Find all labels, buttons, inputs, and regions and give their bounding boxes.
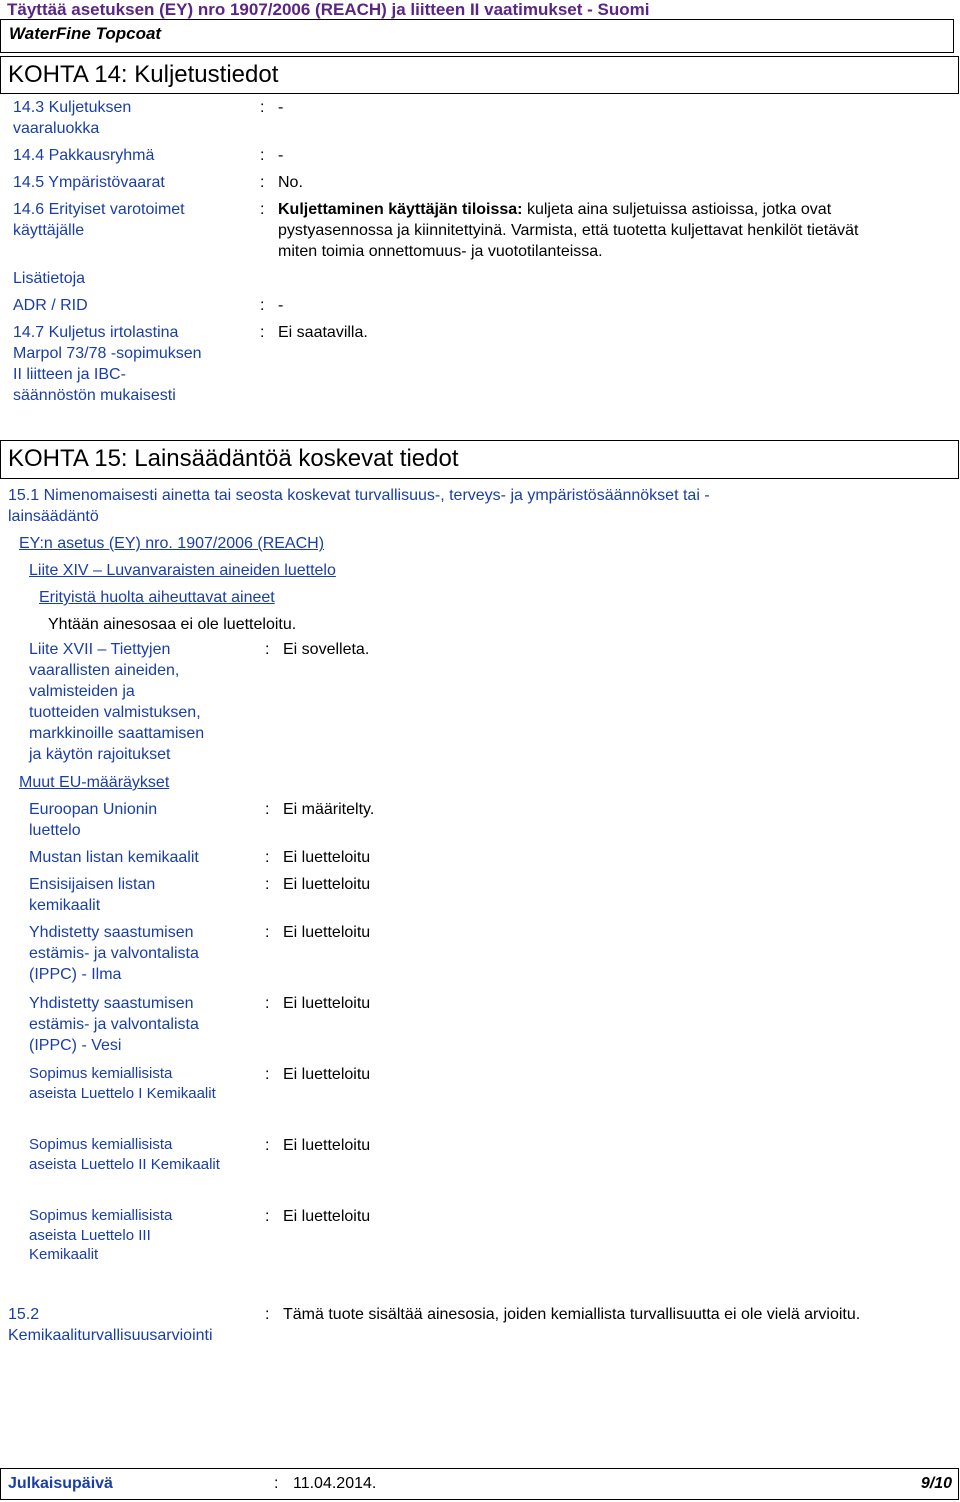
adr-rid-colon: : <box>260 297 265 314</box>
row-14-7-colon: : <box>260 324 265 341</box>
ippc-water-label: Yhdistetty saastumisen estämis- ja valvontalista (IPPC) - Vesi <box>29 995 199 1054</box>
row-14-5-colon: : <box>260 174 265 191</box>
footer-date-label: Julkaisupäivä <box>8 1475 113 1492</box>
priority-list-label: Ensisijaisen listan kemikaalit <box>29 876 156 914</box>
annex-xiv-link[interactable]: Liite XIV – Luvanvaraisten aineiden luettelo <box>29 562 336 579</box>
section-15-1-heading: 15.1 Nimenomaisesti ainetta tai seosta koskevat turvallisuus-, terveys- ja ympäristösäännökset tai - lainsäädäntö <box>8 487 710 525</box>
eu-inventory-value: Ei määritelty. <box>283 801 375 818</box>
cwc-1-label: Sopimus kemiallisista aseista Luettelo I Kemikaalit <box>29 1065 216 1102</box>
row-14-5-value: No. <box>278 174 303 191</box>
row-14-7-label: 14.7 Kuljetus irtolastina Marpol 73/78 -sopimuksen II liitteen ja IBC- säännöstön mukaisesti <box>13 324 202 404</box>
cwc-1-colon: : <box>265 1066 270 1083</box>
footer-date-colon: : <box>274 1475 279 1492</box>
adr-rid-value: - <box>278 297 284 314</box>
ippc-water-value: Ei luetteloitu <box>283 995 371 1012</box>
row-14-6-colon: : <box>260 201 265 218</box>
priority-list-value: Ei luetteloitu <box>283 876 371 893</box>
row-14-3-value: - <box>278 99 284 116</box>
cwc-3-label: Sopimus kemiallisista aseista Luettelo III Kemikaalit <box>29 1207 173 1263</box>
document-header-title: Täyttää asetuksen (EY) nro 1907/2006 (REACH) ja liitteen II vaatimukset - Suomi <box>7 0 650 19</box>
section-15-2-colon: : <box>265 1306 270 1323</box>
ippc-air-value: Ei luetteloitu <box>283 924 371 941</box>
footer-page-number: 9/10 <box>920 1475 952 1492</box>
row-14-3-colon: : <box>260 99 265 116</box>
cwc-3-value: Ei luetteloitu <box>283 1208 371 1225</box>
cwc-1-value: Ei luetteloitu <box>283 1066 371 1083</box>
annex-xvii-value: Ei sovelleta. <box>283 641 370 658</box>
cwc-2-colon: : <box>265 1137 270 1154</box>
section-15-2-label: 15.2 Kemikaaliturvallisuusarviointi <box>8 1306 213 1344</box>
row-14-5-label: 14.5 Ympäristövaarat <box>13 174 165 191</box>
cwc-2-value: Ei luetteloitu <box>283 1137 371 1154</box>
eu-inventory-label: Euroopan Unionin luettelo <box>29 801 158 839</box>
section-14-title: KOHTA 14: Kuljetustiedot <box>8 61 279 88</box>
ippc-water-colon: : <box>265 995 270 1012</box>
row-14-4-value: - <box>278 147 284 164</box>
section-15-title: KOHTA 15: Lainsäädäntöä koskevat tiedot <box>8 445 459 472</box>
row-14-6-value-bold: Kuljettaminen käyttäjän tiloissa: <box>278 201 523 218</box>
reach-link[interactable]: EY:n asetus (EY) nro. 1907/2006 (REACH) <box>19 535 325 552</box>
row-14-4-colon: : <box>260 147 265 164</box>
ippc-air-colon: : <box>265 924 270 941</box>
row-14-3-label: 14.3 Kuljetuksen vaaraluokka <box>13 99 132 137</box>
black-list-value: Ei luetteloitu <box>283 849 371 866</box>
eu-inventory-colon: : <box>265 801 270 818</box>
cwc-3-colon: : <box>265 1208 270 1225</box>
adr-rid-label: ADR / RID <box>13 297 88 314</box>
row-14-6-label: 14.6 Erityiset varotoimet käyttäjälle <box>13 201 185 239</box>
annex-xvii-label: Liite XVII – Tiettyjen vaarallisten aineiden, valmisteiden ja tuotteiden valmistuksen, markkinoille saattamisen ja käytön rajoitukset <box>29 641 205 763</box>
cwc-2-label: Sopimus kemiallisista aseista Luettelo II Kemikaalit <box>29 1136 220 1173</box>
row-14-7-value: Ei saatavilla. <box>278 324 368 341</box>
svhc-text: Yhtään ainesosaa ei ole luetteloitu. <box>48 616 297 633</box>
black-list-colon: : <box>265 849 270 866</box>
annex-xvii-colon: : <box>265 641 270 658</box>
footer-date-value: 11.04.2014. <box>293 1475 377 1492</box>
ippc-air-label: Yhdistetty saastumisen estämis- ja valvontalista (IPPC) - Ilma <box>29 924 199 983</box>
svhc-link[interactable]: Erityistä huolta aiheuttavat aineet <box>39 589 275 606</box>
product-name: WaterFine Topcoat <box>9 24 162 43</box>
other-eu-link[interactable]: Muut EU-määräykset <box>19 774 170 791</box>
row-14-6-value: Kuljettaminen käyttäjän tiloissa: kuljeta aina suljetuissa astioissa, jotka ovat pystyasennossa ja kiinnitettyinä. Varmista, että tuotetta kuljettavat henkilöt tietävät miten toimia onnettomuus- ja vuototilanteissa. <box>278 201 859 260</box>
priority-list-colon: : <box>265 876 270 893</box>
section-15-2-value: Tämä tuote sisältää ainesosia, joiden kemiallista turvallisuutta ei ole vielä arvioitu. <box>283 1306 861 1323</box>
footer-box <box>0 1468 959 1500</box>
black-list-label: Mustan listan kemikaalit <box>29 849 199 866</box>
lisatietoja-label: Lisätietoja <box>13 270 86 287</box>
row-14-4-label: 14.4 Pakkausryhmä <box>13 147 155 164</box>
